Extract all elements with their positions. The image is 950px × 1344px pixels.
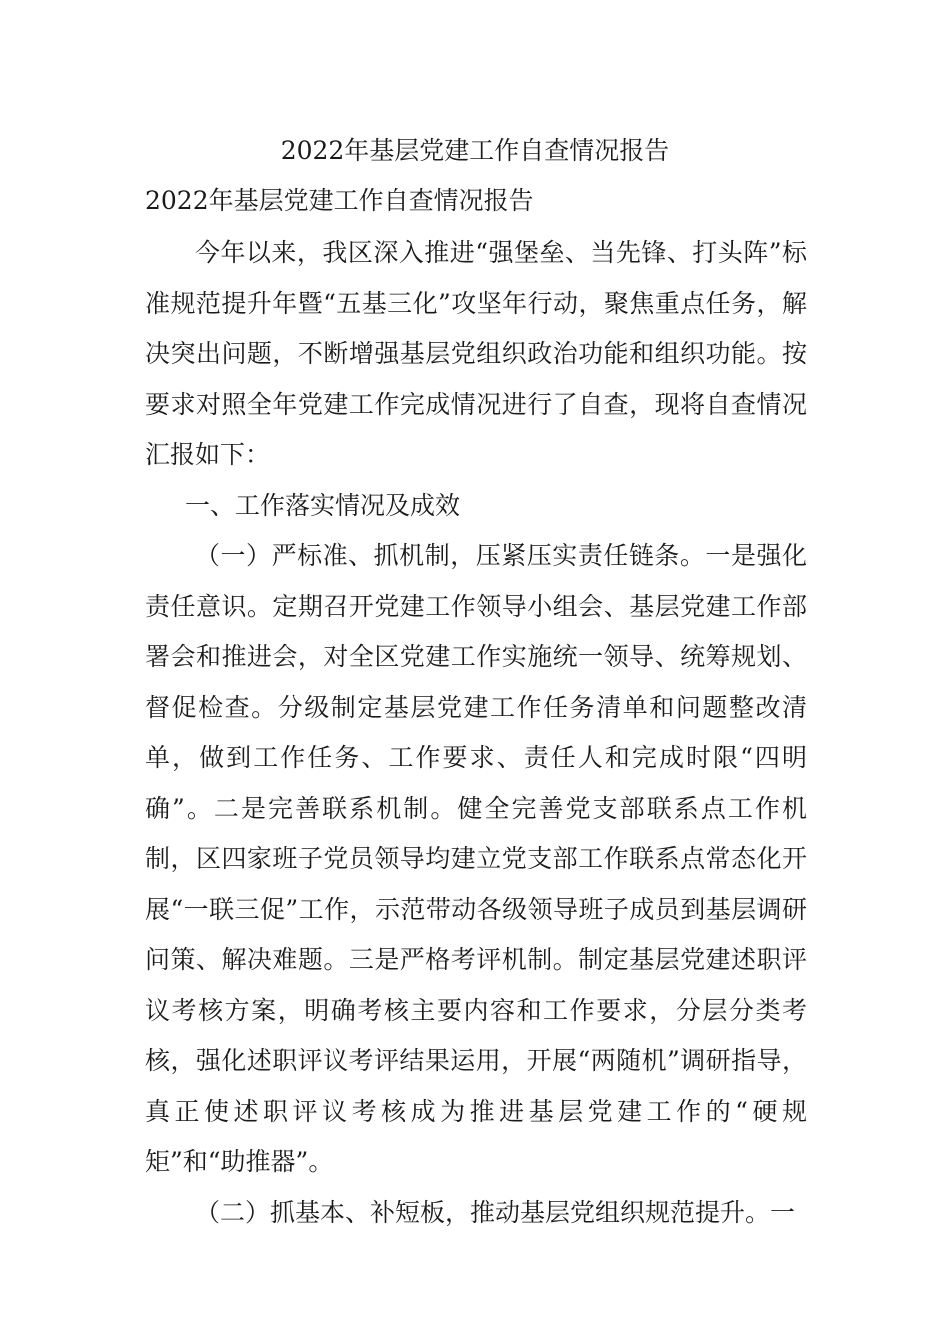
section-heading: 一、工作落实情况及成效: [185, 490, 461, 520]
document-body: [145, 228, 807, 1238]
body-paragraph: （一）严标准、抓机制，压紧压实责任链条。一是强化责任意识。定期召开党建工作领导小组会、基层党建工作部署会和推进会，对全区党建工作实施统一领导、统筹规划、督促检查。分级制定基层党建工作任务清单和问题整改清单，做到工作任务、工作要求、责任人和完成时限“四明确”。二是完善联系机制。健全完善党支部联系点工作机制，区四家班子党员领导均建立党支部工作联系点常态化开展“一联三促”工作，示范带动各级领导班子成员到基层调研问策、解决难题。三是严格考评机制。制定基层党建述职评议考核方案，明确考核主要内容和工作要求，分层分类考核，强化述职评议考评结果运用，开展“两随机”调研指导，真正使述职评议考核成为推进基层党建工作的“硬规矩”和“助推器”。: [145, 541, 807, 1176]
document-title: 2022年基层党建工作自查情况报告: [280, 136, 670, 165]
intro-paragraph: 今年以来，我区深入推进“强堡垒、当先锋、打头阵”标准规范提升年暨“五基三化”攻坚年行动，聚焦重点任务，解决突出问题，不断增强基层党组织政治功能和组织功能。按要求对照全年党建工作完成情况进行了自查，现将自查情况汇报如下：: [145, 238, 807, 469]
body-paragraph: （二）抓基本、补短板，推动基层党组织规范提升。一: [195, 1197, 796, 1227]
document-subtitle: 2022年基层党建工作自查情况报告: [145, 186, 534, 215]
